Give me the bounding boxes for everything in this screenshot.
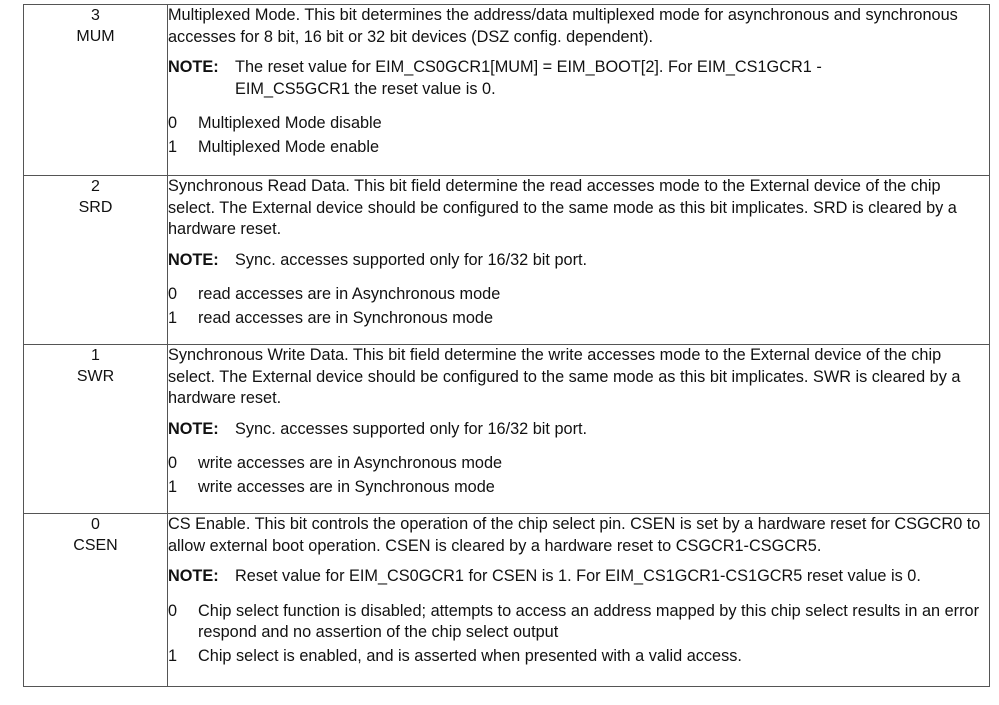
note-body [235, 566, 989, 588]
note-body [235, 57, 989, 100]
note-label: NOTE: [168, 567, 219, 585]
value-code: 0 [168, 601, 178, 620]
field-cell [24, 345, 168, 514]
note [168, 419, 989, 441]
value-meaning: Multiplexed Mode disable [198, 114, 382, 132]
note-text-line: The reset value for EIM_CS0GCR1[MUM] = EIM_BOOT[2]. For EIM_CS1GCR1 - [235, 58, 822, 76]
value-meaning: write accesses are in Asynchronous mode [198, 454, 503, 472]
value-code: 0 [168, 114, 178, 132]
field-description: Synchronous Write Data. This bit field determine the write accesses mode to the External device of the chip select. The External device should be configured to the same mode as this bit implicates. SWR is cleared by a hardware reset. [168, 346, 961, 407]
value-code: 1 [168, 137, 178, 156]
value-item [168, 113, 989, 135]
table-row-csen [24, 514, 990, 687]
description-cell [168, 514, 990, 687]
value-item [168, 477, 989, 499]
note [168, 250, 989, 272]
field-cell [24, 176, 168, 345]
value-list [168, 601, 989, 668]
field-name: SWR [76, 368, 115, 385]
note-text-line: Reset value for EIM_CS0GCR1 for CSEN is 1. For EIM_CS1GCR1-CS1GCR5 reset value is 0. [235, 567, 921, 585]
value-item [168, 308, 989, 330]
register-field-table [23, 4, 990, 687]
value-code: 0 [168, 454, 178, 472]
bit-number: 0 [91, 516, 100, 533]
value-item [168, 601, 989, 644]
value-code: 0 [168, 285, 178, 303]
value-item [168, 453, 989, 475]
note-label: NOTE: [168, 58, 219, 76]
value-meaning: Multiplexed Mode enable [198, 137, 380, 156]
note-label: NOTE: [168, 250, 219, 269]
description-cell [168, 5, 990, 176]
field-description: Synchronous Read Data. This bit field determine the read accesses mode to the External device of the chip select. The External device should be configured to the same mode as this bit implicates. SRD is cleared by a hardware reset. [168, 177, 957, 238]
bit-number: 2 [91, 178, 100, 195]
value-item [168, 284, 989, 306]
value-item [168, 646, 989, 668]
bit-number: 3 [91, 7, 100, 24]
value-meaning: Chip select function is disabled; attempts to access an address mapped by this chip select results in an error respond and no assertion of the chip select output [198, 601, 979, 641]
note-body [235, 419, 989, 441]
value-code: 1 [168, 646, 178, 665]
value-code: 1 [168, 308, 178, 327]
field-cell [24, 514, 168, 687]
value-meaning: read accesses are in Asynchronous mode [198, 285, 501, 303]
value-item [168, 137, 989, 159]
note-text-line: EIM_CS5GCR1 the reset value is 0. [235, 79, 496, 98]
field-name: SRD [78, 199, 113, 216]
field-description: CS Enable. This bit controls the operation of the chip select pin. CSEN is set by a hardware reset for CSGCR0 to allow external boot operation. CSEN is cleared by a hardware reset to CSGCR1-CSGCR5. [168, 515, 981, 555]
note-label: NOTE: [168, 419, 219, 438]
field-name: MUM [76, 28, 115, 45]
note-body [235, 250, 989, 272]
value-meaning: read accesses are in Synchronous mode [198, 308, 494, 327]
value-list [168, 453, 989, 498]
value-meaning: write accesses are in Synchronous mode [198, 477, 495, 496]
bit-number: 1 [91, 347, 100, 364]
table-row-mum [24, 5, 990, 176]
note-text-line: Sync. accesses supported only for 16/32 bit port. [235, 419, 588, 438]
description-cell [168, 345, 990, 514]
table-row-swr [24, 345, 990, 514]
field-name: CSEN [73, 537, 118, 554]
field-cell [24, 5, 168, 176]
value-meaning: Chip select is enabled, and is asserted when presented with a valid access. [198, 646, 742, 665]
value-list [168, 284, 989, 329]
note [168, 566, 989, 588]
description-cell [168, 176, 990, 345]
note-text-line: Sync. accesses supported only for 16/32 bit port. [235, 250, 588, 269]
table-row-srd [24, 176, 990, 345]
note [168, 57, 989, 100]
value-code: 1 [168, 477, 178, 496]
field-description: Multiplexed Mode. This bit determines the address/data multiplexed mode for asynchronous and synchronous accesses for 8 bit, 16 bit or 32 bit devices (DSZ config. dependent). [168, 6, 958, 46]
value-list [168, 113, 989, 158]
